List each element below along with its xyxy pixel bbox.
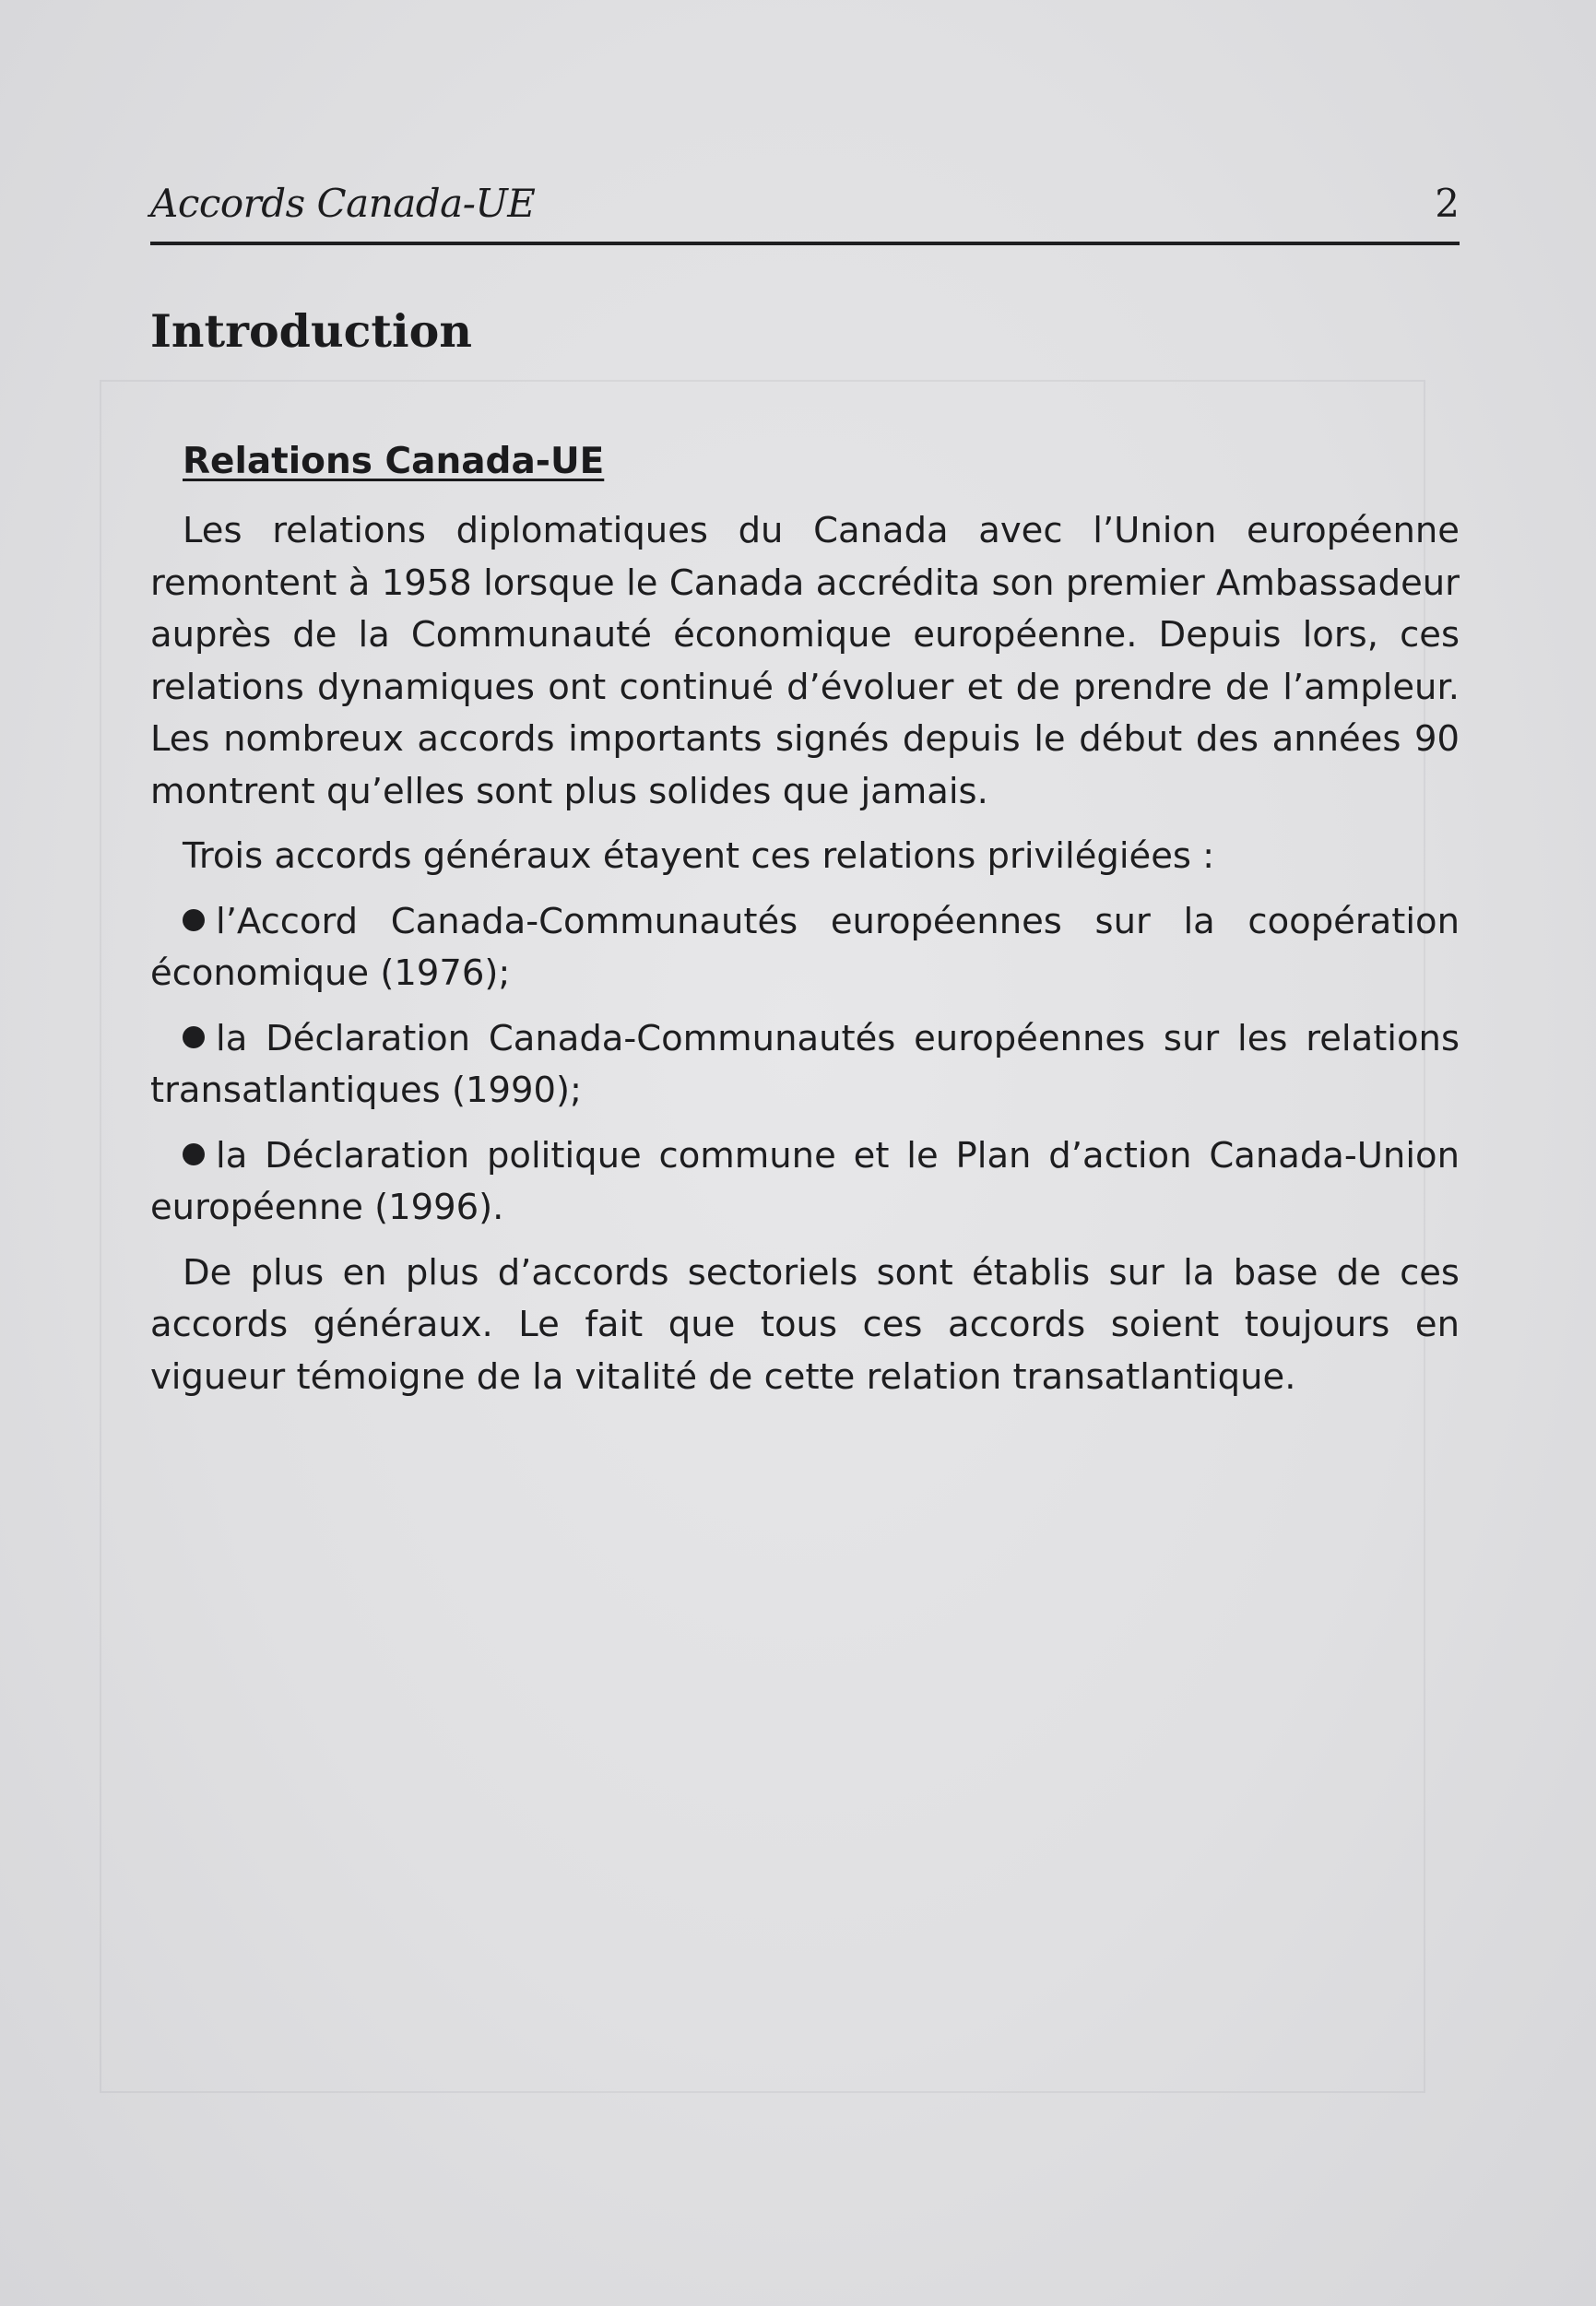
- list-item-text: la Déclaration Canada-Communautés européennes sur les relations transatlantiques (1990);: [150, 1017, 1460, 1111]
- lead-paragraph: Trois accords généraux étayent ces relations privilégiées :: [183, 835, 1215, 877]
- page-header: [150, 171, 1460, 242]
- list-item: [150, 1013, 1460, 1118]
- bullet-icon: [183, 1026, 205, 1048]
- bullet-icon: [183, 909, 205, 931]
- bullet-icon: [183, 1143, 205, 1165]
- list-item-text: la Déclaration politique commune et le Plan d’action Canada-Union européenne (1996).: [150, 1134, 1460, 1228]
- closing-paragraph: De plus en plus d’accords sectoriels sont établis sur la base de ces accords généraux. Le fait que tous ces accords soient toujours en vigueur témoigne de la vitalité de cette relation transatlantique.: [150, 1251, 1460, 1398]
- header-rule: [150, 242, 1460, 245]
- running-title: Accords Canada-UE: [150, 181, 536, 226]
- list-item-text: l’Accord Canada-Communautés européennes sur la coopération économique (1976);: [150, 900, 1460, 994]
- page-number: 2: [1435, 181, 1460, 226]
- body-text: [150, 505, 1460, 1416]
- page-title: Introduction: [150, 304, 472, 358]
- list-item: [150, 896, 1460, 1000]
- section-heading: Relations Canada-UE: [183, 441, 605, 482]
- intro-paragraph: Les relations diplomatiques du Canada avec l’Union européenne remontent à 1958 lorsque le Canada accrédita son premier Ambassadeur auprès de la Communauté économique européenne. Depuis lors, ces relations dynamiques ont continué d’évoluer et de prendre de l’ampleur. Les nombreux accords importants signés depuis le début des années 90 montrent qu’elles sont plus solides que jamais.: [150, 510, 1460, 812]
- list-item: [150, 1130, 1460, 1235]
